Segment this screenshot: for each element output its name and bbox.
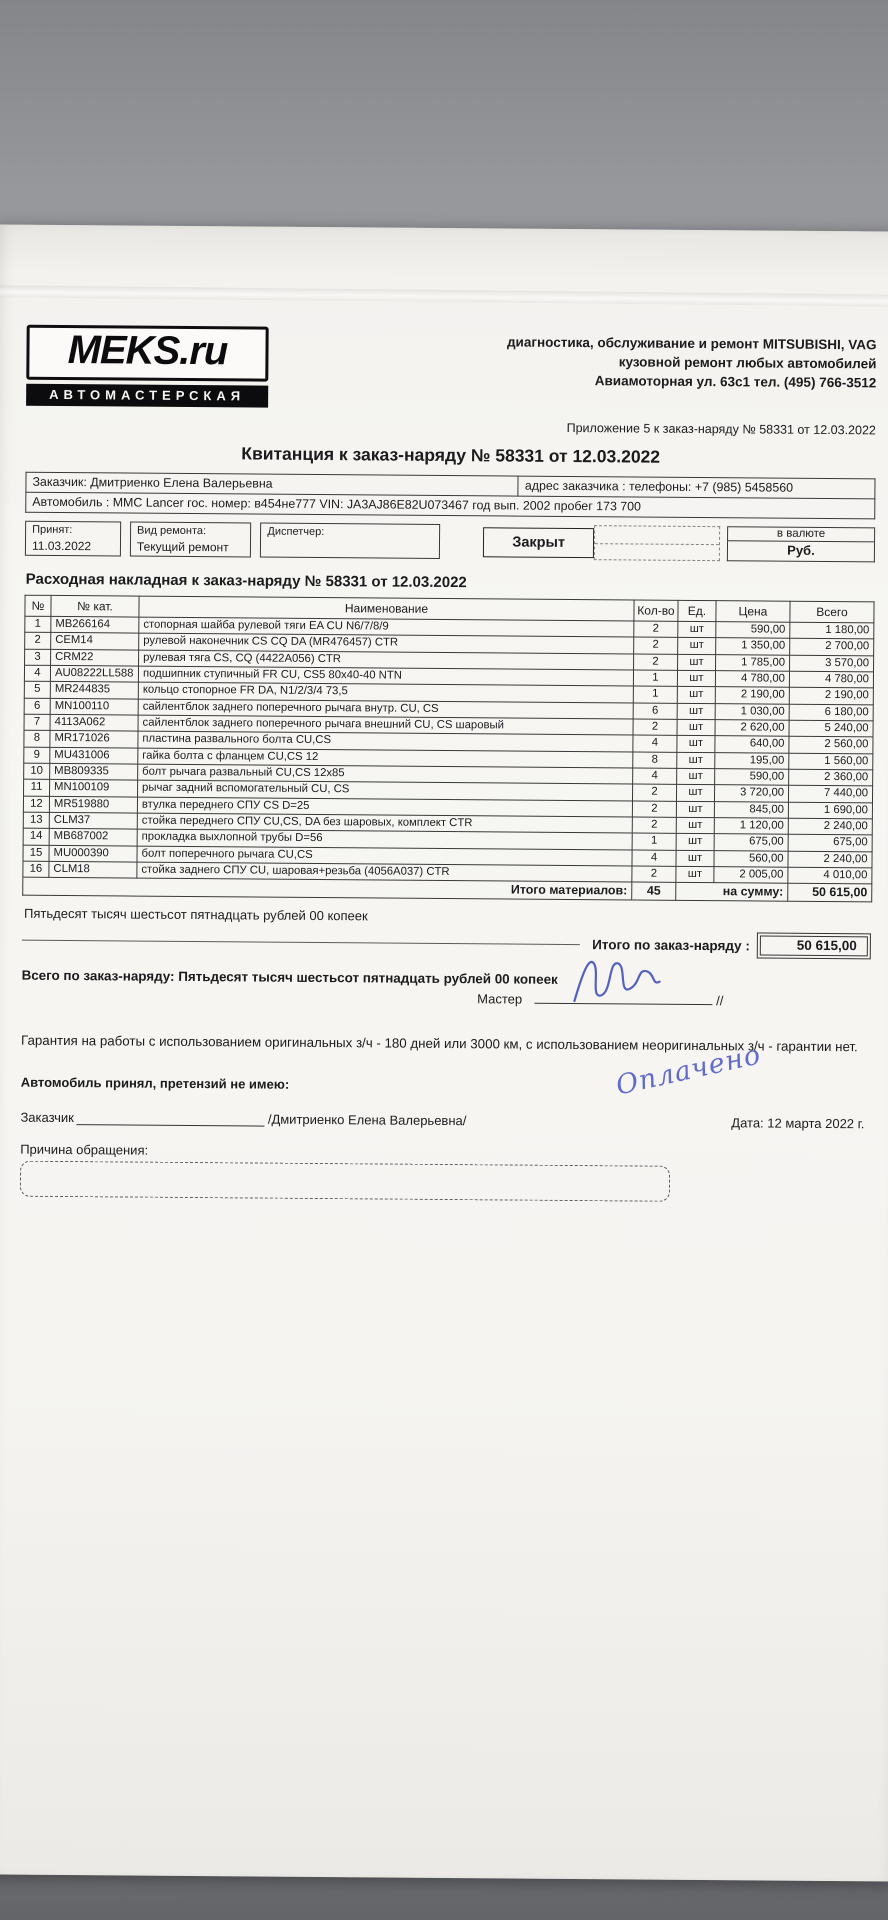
parts-table-cell: 6 [24, 698, 50, 715]
materials-total-sum: 50 615,00 [788, 884, 872, 902]
document-header [26, 325, 877, 413]
reason-dashed-box [20, 1161, 670, 1202]
master-signature-row [21, 985, 871, 1010]
customer-signature-line [77, 1112, 265, 1126]
address-phone-line: Авиамоторная ул. 63с1 тел. (495) 766-3512 [594, 372, 877, 391]
parts-table-cell: сайлентблок заднего поперечного рычага внешний CU, CS шаровый [138, 715, 633, 735]
parts-table-cell: 14 [23, 829, 49, 846]
parts-table-cell: 1 785,00 [716, 654, 790, 671]
customer-sign-label: Заказчик [20, 1109, 74, 1126]
parts-table-cell: 1 180,00 [790, 622, 874, 639]
parts-table-cell: 5 [24, 682, 50, 699]
order-total-row [22, 930, 872, 957]
parts-table-cell: 4 780,00 [789, 671, 873, 688]
parts-table-cell: 2 560,00 [789, 737, 873, 754]
currency-value: Руб. [727, 541, 875, 562]
parts-table-cell: шт [677, 670, 715, 687]
parts-table-cell: шт [676, 834, 714, 851]
parts-table-cell: шт [677, 719, 715, 736]
parts-table-cell: MB266164 [51, 617, 139, 634]
customer-signature-row [20, 1110, 870, 1132]
parts-table-cell: 10 [24, 763, 50, 780]
warranty-text-content: Гарантия на работы с использованием оригинальных з/ч - 180 дней или 3000 км, с использованием неоригинальных з/ч - гарантии нет. [21, 1032, 858, 1055]
materials-total-label: Итого материалов: [23, 878, 632, 900]
parts-table-cell: 4113A062 [50, 715, 138, 732]
parts-table-cell: прокладка выхлопной трубы D=56 [137, 830, 632, 850]
parts-table-cell: 2 [632, 866, 676, 883]
materials-sum-label: на сумму: [676, 883, 788, 902]
currency-group [594, 525, 875, 562]
order-meta-row [25, 521, 875, 563]
parts-table-cell: пластина развального болта CU,CS [138, 732, 633, 752]
parts-table-cell: 16 [23, 861, 49, 878]
parts-table-cell: 8 [633, 752, 677, 769]
parts-table-cell: шт [676, 817, 714, 834]
parts-table-cell: 4 [633, 735, 677, 752]
parts-table-cell: 4 [633, 768, 677, 785]
parts-table-cell: болт поперечного рычага CU,CS [137, 846, 632, 866]
parts-table-cell: 2 [633, 719, 677, 736]
parts-table-cell: 2 700,00 [790, 639, 874, 656]
services-line-2: кузовной ремонт любых автомобилей [618, 354, 877, 372]
parts-table-cell: 2 [632, 784, 676, 801]
parts-table-cell: 590,00 [715, 769, 789, 786]
parts-table-cell: 2 [632, 817, 676, 834]
parts-table-cell: MN100109 [50, 780, 138, 797]
parts-table-cell: 1 690,00 [788, 802, 872, 819]
parts-table-cell: 1 [632, 833, 676, 850]
parts-table-cell: 845,00 [714, 801, 788, 818]
meks-logo [26, 325, 269, 408]
col-name: Наименование [139, 596, 634, 621]
parts-table-cell: 9 [24, 747, 50, 764]
divider-line [22, 939, 580, 944]
parts-table-cell: шт [676, 866, 714, 883]
document-title: Квитанция к заказ-наряду № 58331 от 12.03.2022 [241, 443, 661, 467]
parts-table-cell: 8 [24, 731, 50, 748]
parts-table-cell: 590,00 [716, 622, 790, 639]
parts-table-cell: 2 [634, 621, 678, 638]
parts-table-cell: 3 720,00 [714, 785, 788, 802]
parts-table-cell: шт [676, 785, 714, 802]
repair-type-label: Вид ремонта: [137, 524, 207, 538]
parts-table-cell: шт [676, 801, 714, 818]
parts-table-cell: рулевая тяга CS, CQ (4422A056) CTR [139, 650, 634, 670]
parts-table-cell: стопорная шайба рулевой тяги EA CU N6/7/8/9 [139, 617, 634, 637]
parts-table-cell: MR244835 [50, 682, 138, 699]
date-line: Дата: 12 марта 2022 г. [731, 1115, 865, 1132]
parts-table-cell: 2 [634, 637, 678, 654]
parts-table-cell: CRM22 [51, 649, 139, 666]
parts-table-cell: 4 010,00 [788, 867, 872, 884]
parts-table-cell: 6 [633, 703, 677, 720]
receipt-document [0, 224, 888, 1203]
parts-table-cell: MB687002 [49, 829, 137, 846]
appendix-line: Приложение 5 к заказ-наряду № 58331 от 12.03.2022 [566, 420, 876, 438]
parts-table [22, 595, 874, 903]
customer-contacts-cell: адрес заказчика : телефоны: +7 (985) 5458560 [518, 476, 875, 499]
parts-table-cell: шт [677, 687, 715, 704]
receipt-paper [0, 224, 888, 1881]
accepted-box [25, 521, 121, 557]
col-catalog: № кат. [51, 595, 139, 617]
parts-table-cell: 2 240,00 [788, 818, 872, 835]
parts-table-cell: MU000390 [49, 845, 137, 862]
parts-table-cell: MN100110 [50, 698, 138, 715]
parts-table-cell: 3 [25, 649, 51, 666]
parts-table-cell: 560,00 [714, 850, 788, 867]
parts-table-cell: MU431006 [50, 747, 138, 764]
parts-table-cell: 640,00 [715, 736, 789, 753]
parts-table-cell: 4 780,00 [715, 671, 789, 688]
parts-table-cell: 11 [24, 780, 50, 797]
order-total-value: 50 615,00 [760, 936, 868, 957]
parts-table-cell: 675,00 [788, 835, 872, 852]
parts-table-cell: 2 240,00 [788, 851, 872, 868]
parts-table-cell: сайлентблок заднего поперечного рычага внутр. CU, CS [138, 699, 633, 719]
parts-table-cell: MR171026 [50, 731, 138, 748]
dispatcher-box [260, 523, 440, 559]
parts-table-cell: кольцо стопорное FR DA, N1/2/3/4 73,5 [138, 683, 633, 703]
parts-table-cell: шт [677, 768, 715, 785]
parts-table-cell: 1 030,00 [715, 703, 789, 720]
col-number: № [25, 595, 51, 616]
col-price: Цена [716, 601, 790, 623]
parts-table-cell: 2 [634, 654, 678, 671]
services-line-1: диагностика, обслуживание и ремонт MITSUBISHI, VAG [506, 334, 877, 353]
parts-table-cell: 2 005,00 [714, 867, 788, 884]
master-signature-scribble [568, 951, 664, 1010]
grand-total-line: Всего по заказ-наряду: Пятьдесят тысяч шестьсот пятнадцать рублей 00 копеек [21, 967, 558, 987]
col-qty: Кол-во [634, 600, 678, 622]
parts-table-cell: 2 190,00 [715, 687, 789, 704]
parts-table-cell: 5 240,00 [789, 720, 873, 737]
parts-table-cell: 2 [632, 801, 676, 818]
parts-table-cell: шт [678, 638, 716, 655]
parts-table-cell: AU08222LL588 [50, 666, 138, 683]
parts-table-cell: подшипник ступичный FR CU, CS5 80x40-40 NTN [138, 666, 633, 686]
parts-table-body [23, 616, 874, 884]
empty-dashed-box [594, 525, 720, 561]
parts-table-cell: CLM18 [49, 861, 137, 878]
parts-table-cell: рулевой наконечник CS CQ DA (MR476457) CTR [139, 634, 634, 654]
customer-name-slash: /Дмитриенко Елена Валерьевна/ [267, 1111, 467, 1129]
repair-type-box [130, 522, 252, 558]
parts-table-cell: 2 [25, 633, 51, 650]
parts-table-cell: 675,00 [714, 834, 788, 851]
no-claims-line: Автомобиль принял, претензий не имею: [20, 1074, 290, 1092]
parts-table-cell: 2 360,00 [789, 769, 873, 786]
parts-table-cell: 1 [25, 616, 51, 633]
parts-table-cell: 195,00 [715, 752, 789, 769]
parts-table-cell: стойка заднего СПУ CU, шаровая+резьба (4056A037) CTR [137, 862, 632, 882]
currency-caption: в валюте [727, 526, 875, 542]
parts-table-cell: 1 350,00 [716, 638, 790, 655]
materials-total-qty: 45 [632, 882, 676, 900]
parts-table-cell: рычаг задний вспомогательный CU, CS [138, 781, 633, 801]
parts-table-cell: 7 440,00 [788, 786, 872, 803]
parts-table-cell: 1 120,00 [714, 818, 788, 835]
parts-table-cell: шт [677, 703, 715, 720]
currency-cells [727, 526, 875, 562]
master-suffix: // [716, 993, 724, 1009]
parts-table-cell: 15 [23, 845, 49, 862]
order-total-label: Итого по заказ-наряду : [592, 936, 750, 953]
master-label: Мастер [477, 991, 523, 1007]
parts-table-cell: 13 [23, 812, 49, 829]
dispatcher-label: Диспетчер: [267, 525, 325, 539]
status-closed-box: Закрыт [483, 527, 594, 558]
parts-table-cell: втулка переднего СПУ CS D=25 [137, 797, 632, 817]
parts-table-cell: CEM14 [51, 633, 139, 650]
parts-table-cell: стойка переднего СПУ CU,CS, DA без шаровых, комплект CTR [137, 813, 632, 833]
parts-table-cell: MB809335 [50, 764, 138, 781]
parts-table-cell: 2 190,00 [789, 688, 873, 705]
repair-type-value: Текущий ремонт [136, 539, 229, 555]
invoice-section-title: Расходная накладная к заказ-наряду № 58331 от 12.03.2022 [25, 570, 467, 592]
col-unit: Ед. [678, 600, 716, 621]
parts-table-cell: шт [676, 850, 714, 867]
parts-table-cell: 7 [24, 714, 50, 731]
accepted-date: 11.03.2022 [31, 538, 92, 554]
company-info [507, 328, 877, 393]
meks-logo-subtitle: АВТОМАСТЕРСКАЯ [26, 384, 268, 408]
parts-table-cell: шт [678, 621, 716, 638]
parts-table-cell: 1 [633, 686, 677, 703]
meks-logo-wordmark: MEKS.ru [26, 325, 268, 382]
parts-table-cell: 2 620,00 [715, 720, 789, 737]
col-total: Всего [790, 601, 874, 623]
paid-handwriting: Оплачено [613, 1039, 765, 1103]
parts-table-cell: шт [678, 654, 716, 671]
parts-table-cell: 1 560,00 [789, 753, 873, 770]
parts-table-cell: гайка болта с фланцем CU,CS 12 [138, 748, 633, 768]
vehicle-info-cell: Автомобиль : MMC Lancer гос. номер: в454не777 VIN: JA3AJ86E82U073467 год вып. 2002 пробег 173 700 [26, 492, 875, 519]
customer-name-cell: Заказчик: Дмитриенко Елена Валерьевна [26, 472, 519, 496]
parts-table-cell: 4 [632, 850, 676, 867]
parts-table-cell: 12 [23, 796, 49, 813]
accepted-label: Принят: [32, 523, 73, 537]
parts-table-cell: 4 [24, 665, 50, 682]
parts-table-cell: CLM37 [49, 812, 137, 829]
parts-table-cell: шт [677, 752, 715, 769]
parts-table-cell: шт [677, 736, 715, 753]
customer-info-table [25, 472, 875, 520]
parts-table-cell: болт рычага развальный CU,CS 12x85 [138, 764, 633, 784]
parts-table-cell: 1 [633, 670, 677, 687]
master-signature-line [534, 989, 712, 1005]
parts-table-cell: 3 570,00 [790, 655, 874, 672]
reason-label: Причина обращения: [20, 1141, 149, 1158]
parts-table-cell: 6 180,00 [789, 704, 873, 721]
parts-table-cell: MR519880 [49, 796, 137, 813]
amount-in-words: Пятьдесят тысяч шестьсот пятнадцать рублей 00 копеек [24, 905, 368, 924]
